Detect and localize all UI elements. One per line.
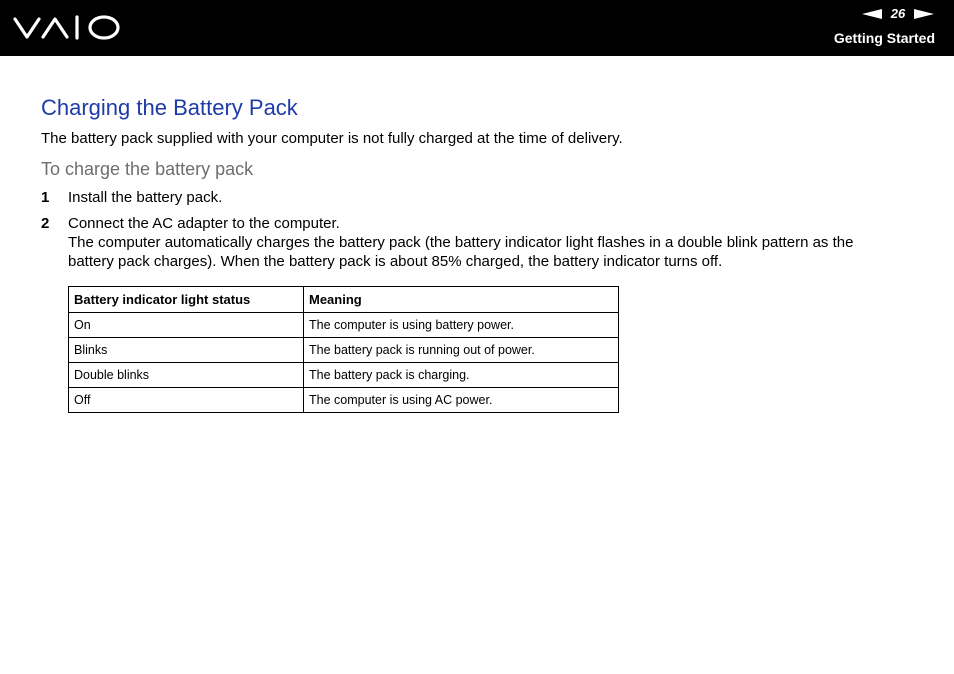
status-cell: Off — [69, 388, 304, 413]
step-line: Connect the AC adapter to the computer. — [68, 215, 340, 232]
table-row — [69, 363, 619, 388]
status-cell: Double blinks — [69, 363, 304, 388]
vaio-logo-icon — [13, 13, 121, 41]
step-number: 2 — [41, 215, 50, 232]
step-number: 1 — [41, 189, 50, 206]
table-row — [69, 388, 619, 413]
battery-status-table — [68, 286, 619, 413]
step-line: Install the battery pack. — [68, 189, 223, 206]
section-name: Getting Started — [833, 30, 935, 46]
column-header-status: Battery indicator light status — [69, 287, 304, 313]
page-title: Charging the Battery Pack — [41, 95, 298, 120]
page-number: 26 — [890, 6, 906, 21]
meaning-cell: The computer is using AC power. — [304, 388, 619, 413]
table-row — [69, 313, 619, 338]
meaning-cell: The battery pack is running out of power. — [304, 338, 619, 363]
intro-paragraph: The battery pack supplied with your computer is not fully charged at the time of delivery. — [41, 130, 623, 147]
meaning-cell: The battery pack is charging. — [304, 363, 619, 388]
step-line: battery pack charges). When the battery pack is about 85% charged, the battery indicator turns off. — [68, 253, 723, 270]
triangle-left-icon[interactable] — [862, 7, 882, 21]
triangle-right-icon[interactable] — [914, 7, 934, 21]
step-text — [68, 188, 918, 207]
status-cell: Blinks — [69, 338, 304, 363]
status-cell: On — [69, 313, 304, 338]
table-row — [69, 338, 619, 363]
column-header-meaning: Meaning — [304, 287, 619, 313]
procedure-heading: To charge the battery pack — [41, 159, 254, 179]
table-header-row — [69, 287, 619, 313]
step-text — [68, 214, 918, 271]
step-line: The computer automatically charges the battery pack (the battery indicator light flashes in a double blink pattern as the — [68, 234, 854, 251]
page-header — [0, 0, 954, 56]
meaning-cell: The computer is using battery power. — [304, 313, 619, 338]
